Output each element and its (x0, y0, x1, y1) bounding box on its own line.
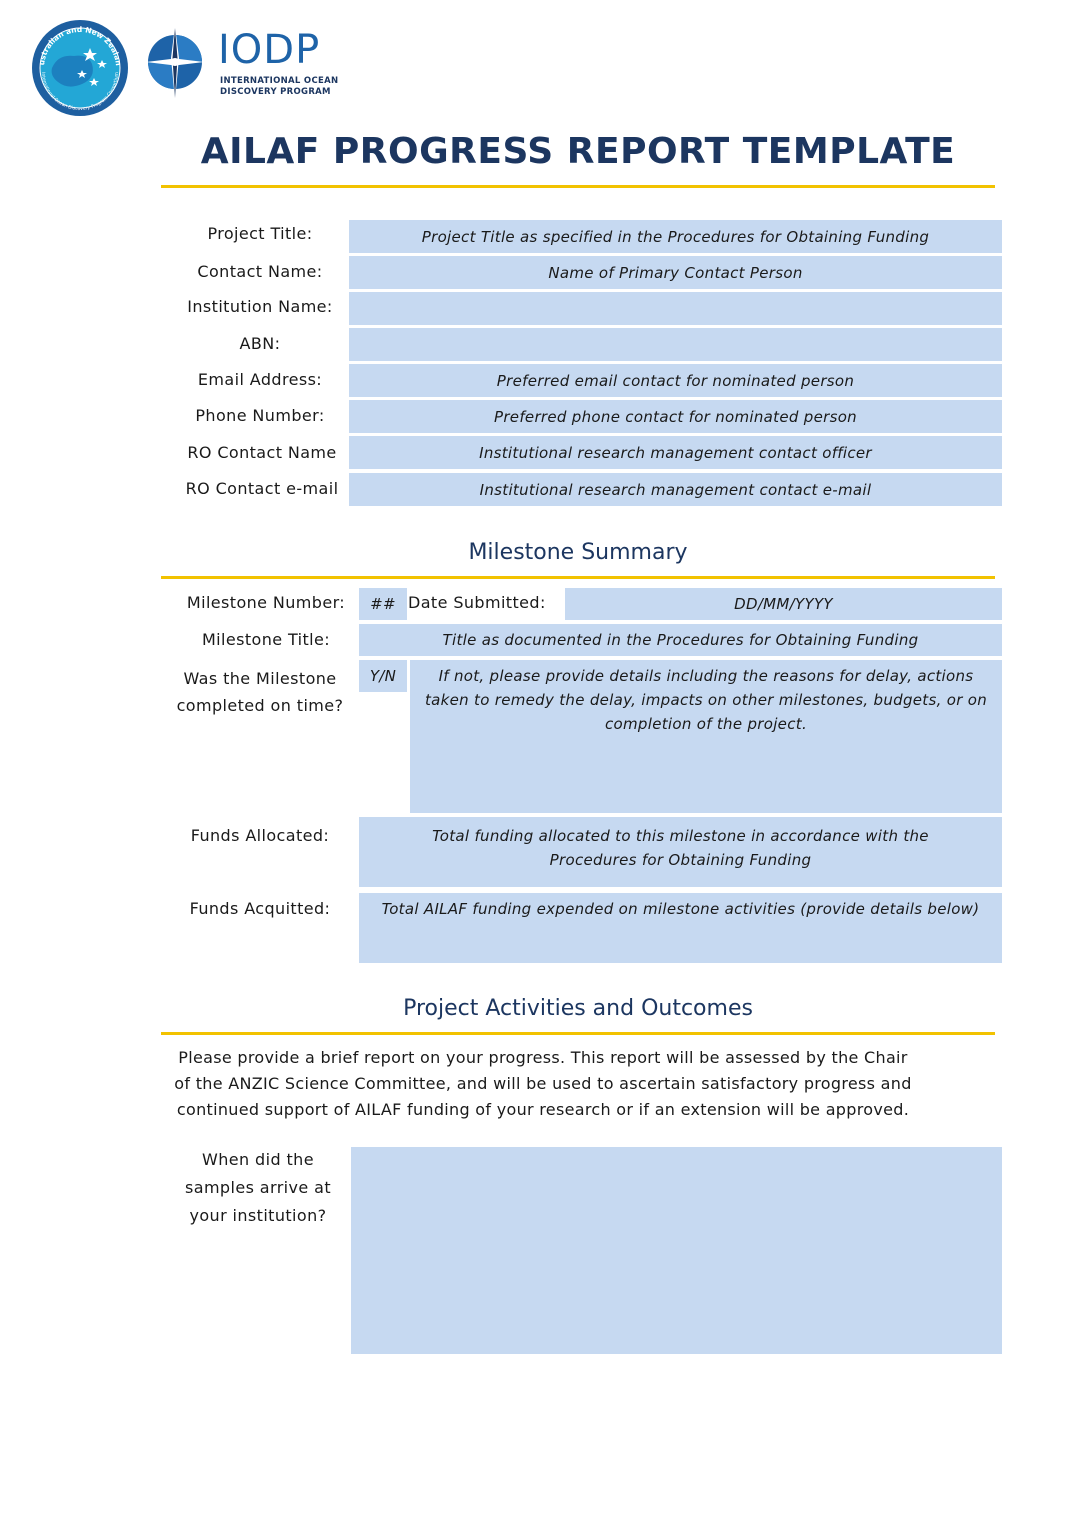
milestone-number-label: Milestone Number: (186, 593, 346, 612)
milestone-ontime-label (170, 665, 350, 719)
contact-name-label: Contact Name: (197, 262, 323, 281)
project-title-field[interactable]: Project Title as specified in the Procedures for Obtaining Funding (349, 220, 1002, 253)
milestone-rule (161, 576, 995, 579)
ro-contact-name-label: RO Contact Name (187, 443, 337, 462)
anzic-arc-top-text: ustralian and New Zealan (37, 24, 123, 67)
institution-name-field[interactable] (349, 292, 1002, 325)
samples-arrival-label-line1: When did the (202, 1150, 314, 1169)
phone-number-label: Phone Number: (195, 406, 325, 425)
activities-rule (161, 1032, 995, 1035)
milestone-number-field[interactable]: ## (359, 588, 407, 620)
title-rule (161, 185, 995, 188)
anzic-logo (30, 18, 130, 118)
contact-name-field[interactable]: Name of Primary Contact Person (349, 256, 1002, 289)
iodp-wordmark: IODP (218, 27, 321, 73)
abn-label: ABN: (239, 334, 281, 353)
page-title: AILAF PROGRESS REPORT TEMPLATE (200, 131, 956, 172)
date-submitted-field[interactable]: DD/MM/YYYY (565, 588, 1002, 620)
iodp-logo-mark (146, 26, 206, 100)
email-address-field[interactable]: Preferred email contact for nominated person (349, 364, 1002, 397)
activities-heading: Project Activities and Outcomes (403, 996, 753, 1021)
milestone-summary-heading: Milestone Summary (468, 540, 688, 565)
milestone-title-field[interactable]: Title as documented in the Procedures for Obtaining Funding (359, 624, 1002, 656)
ro-contact-name-field[interactable]: Institutional research management contact officer (349, 436, 1002, 469)
samples-arrival-label-line2: samples arrive at (185, 1178, 331, 1197)
samples-arrival-label-line3: your institution? (189, 1206, 327, 1225)
milestone-ontime-label-line2: completed on time? (176, 696, 344, 715)
date-submitted-label: Date Submitted: (408, 593, 546, 612)
milestone-ontime-details-field[interactable]: If not, please provide details including the reasons for delay, actions taken to remedy the delay, impacts on other milestones, budgets, or on completion of the project. (410, 660, 1002, 813)
project-title-label: Project Title: (207, 224, 313, 243)
iodp-subtitle (220, 76, 338, 98)
iodp-subtitle-line2: DISCOVERY PROGRAM (220, 87, 331, 97)
phone-number-field[interactable]: Preferred phone contact for nominated person (349, 400, 1002, 433)
institution-name-label: Institution Name: (187, 297, 333, 316)
funds-acquitted-label: Funds Acquitted: (189, 899, 331, 918)
email-address-label: Email Address: (197, 370, 323, 389)
milestone-title-label: Milestone Title: (201, 630, 331, 649)
activities-intro: Please provide a brief report on your progress. This report will be assessed by the Chair of the ANZIC Science Committee, and will be used to ascertain satisfactory progress and continued support of AILAF funding of your research or if an extension will be approved. (174, 1048, 912, 1119)
samples-arrival-field[interactable] (351, 1147, 1002, 1354)
milestone-ontime-label-line1: Was the Milestone (183, 669, 337, 688)
funds-acquitted-field[interactable]: Total AILAF funding expended on milestone activities (provide details below) (359, 893, 1002, 963)
abn-field[interactable] (349, 328, 1002, 361)
samples-arrival-label (168, 1146, 348, 1230)
funds-allocated-label: Funds Allocated: (190, 826, 330, 845)
milestone-ontime-field[interactable]: Y/N (359, 660, 407, 692)
ro-contact-email-label: RO Contact e-mail (185, 479, 339, 498)
ro-contact-email-field[interactable]: Institutional research management contact e-mail (349, 473, 1002, 506)
iodp-subtitle-line1: INTERNATIONAL OCEAN (220, 76, 339, 86)
funds-allocated-field[interactable]: Total funding allocated to this milestone in accordance with the Procedures for Obtaining Funding (359, 817, 1002, 887)
anzic-arc-bottom-text: International Ocean Discovery Program Consortium (39, 71, 121, 113)
